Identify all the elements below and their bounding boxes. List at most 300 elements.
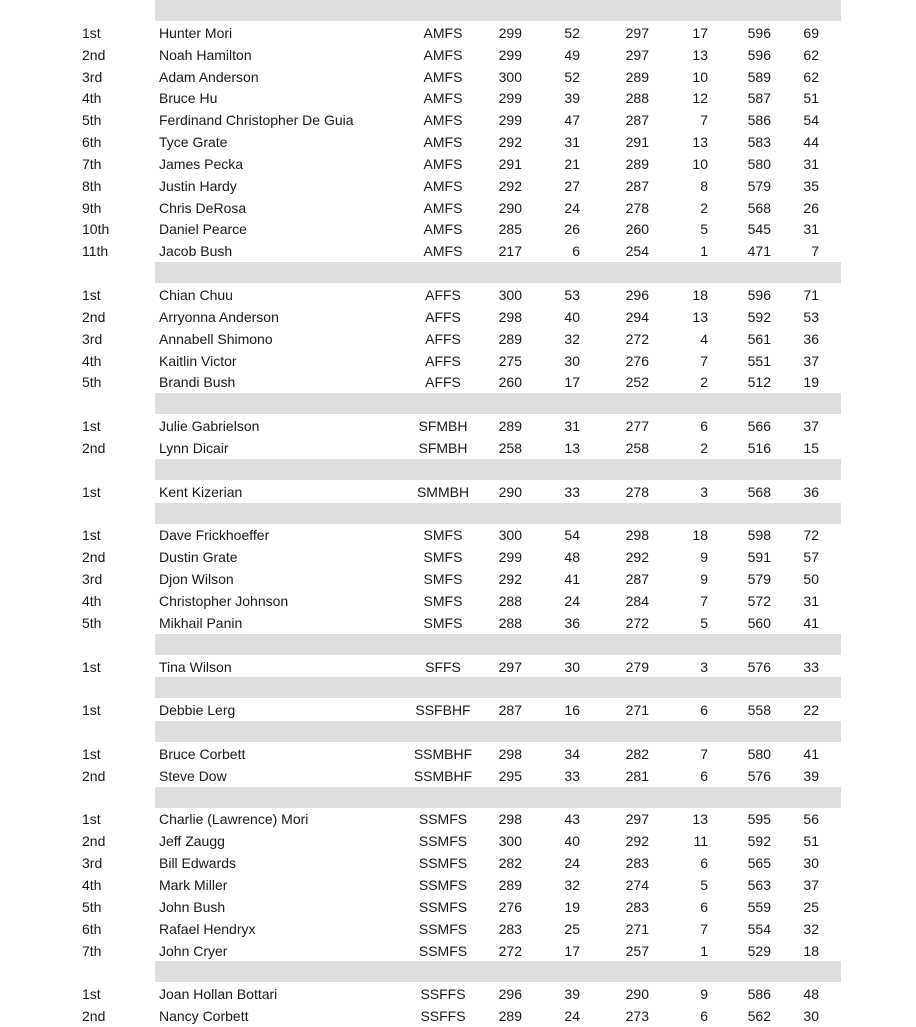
aggregate-x-count-cell: 30 xyxy=(803,855,819,871)
score-2-cell: 288 xyxy=(625,90,649,106)
x-count-1-cell: 6 xyxy=(572,243,580,259)
score-1-cell: 258 xyxy=(498,440,522,456)
x-count-1-cell: 48 xyxy=(564,549,580,565)
score-2-cell: 282 xyxy=(625,746,649,762)
placing-cell: 1st xyxy=(82,986,101,1002)
x-count-2-cell: 7 xyxy=(700,746,708,762)
placing-cell: 2nd xyxy=(82,1008,106,1024)
x-count-1-cell: 40 xyxy=(564,309,580,325)
group-separator xyxy=(155,459,841,480)
score-2-cell: 290 xyxy=(625,986,649,1002)
table-row xyxy=(0,240,916,262)
x-count-1-cell: 39 xyxy=(564,986,580,1002)
x-count-2-cell: 10 xyxy=(692,156,708,172)
x-count-1-cell: 53 xyxy=(564,287,580,303)
aggregate-x-count-cell: 26 xyxy=(803,200,819,216)
table-row xyxy=(0,153,916,175)
placing-cell: 1st xyxy=(82,25,101,41)
placing-cell: 4th xyxy=(82,353,102,369)
aggregate-score-cell: 576 xyxy=(747,768,771,784)
x-count-1-cell: 32 xyxy=(564,877,580,893)
score-1-cell: 298 xyxy=(498,746,522,762)
score-2-cell: 272 xyxy=(625,615,649,631)
table-row xyxy=(0,197,916,219)
aggregate-x-count-cell: 54 xyxy=(803,112,819,128)
score-1-cell: 290 xyxy=(498,484,522,500)
aggregate-score-cell: 554 xyxy=(747,921,771,937)
class-cell: AMFS xyxy=(423,25,463,41)
placing-cell: 4th xyxy=(82,90,102,106)
x-count-1-cell: 21 xyxy=(564,156,580,172)
aggregate-score-cell: 583 xyxy=(747,134,771,150)
aggregate-score-cell: 591 xyxy=(747,549,771,565)
score-2-cell: 289 xyxy=(625,69,649,85)
class-cell: AMFS xyxy=(423,47,463,63)
score-1-cell: 290 xyxy=(498,200,522,216)
score-2-cell: 273 xyxy=(625,1008,649,1024)
x-count-2-cell: 5 xyxy=(700,615,708,631)
class-cell: AFFS xyxy=(425,309,461,325)
shooter-name-cell: Steve Dow xyxy=(159,768,227,784)
shooter-name-cell: Hunter Mori xyxy=(159,25,233,41)
class-cell: SFMBH xyxy=(418,440,468,456)
score-1-cell: 287 xyxy=(498,702,522,718)
shooter-name-cell: Rafael Hendryx xyxy=(159,921,256,937)
placing-cell: 8th xyxy=(82,178,102,194)
shooter-name-cell: Lynn Dicair xyxy=(159,440,229,456)
shooter-name-cell: John Cryer xyxy=(159,943,228,959)
class-cell: AMFS xyxy=(423,243,463,259)
table-row xyxy=(0,546,916,568)
table-row xyxy=(0,218,916,240)
aggregate-score-cell: 512 xyxy=(747,374,771,390)
aggregate-x-count-cell: 41 xyxy=(803,746,819,762)
x-count-1-cell: 47 xyxy=(564,112,580,128)
x-count-1-cell: 41 xyxy=(564,571,580,587)
x-count-2-cell: 2 xyxy=(700,200,708,216)
x-count-2-cell: 13 xyxy=(692,47,708,63)
x-count-2-cell: 18 xyxy=(692,287,708,303)
shooter-name-cell: Bruce Hu xyxy=(159,90,218,106)
score-2-cell: 277 xyxy=(625,418,649,434)
placing-cell: 3rd xyxy=(82,571,103,587)
score-2-cell: 283 xyxy=(625,899,649,915)
placing-cell: 5th xyxy=(82,615,102,631)
shooter-name-cell: Dave Frickhoeffer xyxy=(159,527,270,543)
score-1-cell: 299 xyxy=(498,47,522,63)
aggregate-x-count-cell: 31 xyxy=(803,156,819,172)
score-1-cell: 292 xyxy=(498,571,522,587)
class-cell: AMFS xyxy=(423,221,463,237)
aggregate-score-cell: 586 xyxy=(747,986,771,1002)
aggregate-score-cell: 568 xyxy=(747,200,771,216)
x-count-1-cell: 13 xyxy=(564,440,580,456)
table-row xyxy=(0,568,916,590)
table-row xyxy=(0,940,916,962)
placing-cell: 2nd xyxy=(82,768,106,784)
aggregate-score-cell: 592 xyxy=(747,833,771,849)
shooter-name-cell: Bill Edwards xyxy=(159,855,237,871)
x-count-2-cell: 8 xyxy=(700,178,708,194)
x-count-2-cell: 5 xyxy=(700,877,708,893)
class-cell: AMFS xyxy=(423,90,463,106)
score-1-cell: 291 xyxy=(498,156,522,172)
class-cell: SSFBHF xyxy=(415,702,471,718)
shooter-name-cell: Annabell Shimono xyxy=(159,331,273,347)
aggregate-score-cell: 559 xyxy=(747,899,771,915)
score-1-cell: 292 xyxy=(498,134,522,150)
aggregate-score-cell: 529 xyxy=(747,943,771,959)
score-1-cell: 298 xyxy=(498,811,522,827)
class-cell: AMFS xyxy=(423,156,463,172)
table-row xyxy=(0,437,916,459)
aggregate-score-cell: 572 xyxy=(747,593,771,609)
shooter-name-cell: Jeff Zaugg xyxy=(159,833,225,849)
table-row xyxy=(0,918,916,940)
x-count-2-cell: 2 xyxy=(700,440,708,456)
score-1-cell: 295 xyxy=(498,768,522,784)
class-cell: SFMBH xyxy=(418,418,468,434)
aggregate-x-count-cell: 32 xyxy=(803,921,819,937)
shooter-name-cell: Noah Hamilton xyxy=(159,47,252,63)
table-row xyxy=(0,874,916,896)
score-1-cell: 298 xyxy=(498,309,522,325)
x-count-2-cell: 7 xyxy=(700,112,708,128)
table-row xyxy=(0,328,916,350)
aggregate-score-cell: 568 xyxy=(747,484,771,500)
aggregate-x-count-cell: 30 xyxy=(803,1008,819,1024)
score-1-cell: 299 xyxy=(498,25,522,41)
x-count-1-cell: 40 xyxy=(564,833,580,849)
shooter-name-cell: Tyce Grate xyxy=(159,134,228,150)
score-2-cell: 281 xyxy=(625,768,649,784)
table-row xyxy=(0,743,916,765)
placing-cell: 7th xyxy=(82,156,102,172)
aggregate-x-count-cell: 33 xyxy=(803,659,819,675)
shooter-name-cell: Julie Gabrielson xyxy=(159,418,260,434)
class-cell: SMFS xyxy=(423,549,463,565)
aggregate-score-cell: 596 xyxy=(747,25,771,41)
class-cell: SFFS xyxy=(425,659,461,675)
x-count-2-cell: 9 xyxy=(700,571,708,587)
table-row xyxy=(0,175,916,197)
class-cell: SSMFS xyxy=(418,899,468,915)
aggregate-score-cell: 576 xyxy=(747,659,771,675)
score-2-cell: 283 xyxy=(625,855,649,871)
aggregate-score-cell: 566 xyxy=(747,418,771,434)
placing-cell: 1st xyxy=(82,702,101,718)
x-count-1-cell: 52 xyxy=(564,25,580,41)
x-count-2-cell: 7 xyxy=(700,593,708,609)
score-2-cell: 272 xyxy=(625,331,649,347)
class-cell: AMFS xyxy=(423,69,463,85)
table-row xyxy=(0,44,916,66)
shooter-name-cell: Nancy Corbett xyxy=(159,1008,249,1024)
table-row xyxy=(0,66,916,88)
class-cell: AFFS xyxy=(425,374,461,390)
aggregate-score-cell: 595 xyxy=(747,811,771,827)
score-1-cell: 299 xyxy=(498,90,522,106)
aggregate-x-count-cell: 31 xyxy=(803,221,819,237)
placing-cell: 1st xyxy=(82,811,101,827)
score-1-cell: 217 xyxy=(498,243,522,259)
aggregate-x-count-cell: 31 xyxy=(803,593,819,609)
shooter-name-cell: Djon Wilson xyxy=(159,571,234,587)
x-count-1-cell: 33 xyxy=(564,484,580,500)
class-cell: SSMFS xyxy=(418,921,468,937)
x-count-2-cell: 17 xyxy=(692,25,708,41)
x-count-2-cell: 3 xyxy=(700,659,708,675)
aggregate-score-cell: 586 xyxy=(747,112,771,128)
aggregate-x-count-cell: 39 xyxy=(803,768,819,784)
placing-cell: 2nd xyxy=(82,309,106,325)
aggregate-score-cell: 563 xyxy=(747,877,771,893)
class-cell: SSMBHF xyxy=(413,768,473,784)
class-cell: SSMFS xyxy=(418,855,468,871)
x-count-1-cell: 36 xyxy=(564,615,580,631)
score-2-cell: 297 xyxy=(625,811,649,827)
x-count-2-cell: 6 xyxy=(700,1008,708,1024)
table-row xyxy=(0,699,916,721)
placing-cell: 6th xyxy=(82,921,102,937)
class-cell: SMFS xyxy=(423,527,463,543)
aggregate-x-count-cell: 57 xyxy=(803,549,819,565)
score-1-cell: 276 xyxy=(498,899,522,915)
group-separator xyxy=(155,262,841,283)
score-2-cell: 297 xyxy=(625,47,649,63)
aggregate-x-count-cell: 37 xyxy=(803,353,819,369)
group-separator xyxy=(155,721,841,742)
score-2-cell: 254 xyxy=(625,243,649,259)
aggregate-x-count-cell: 35 xyxy=(803,178,819,194)
score-2-cell: 292 xyxy=(625,833,649,849)
x-count-1-cell: 24 xyxy=(564,200,580,216)
placing-cell: 5th xyxy=(82,374,102,390)
aggregate-score-cell: 579 xyxy=(747,571,771,587)
score-2-cell: 278 xyxy=(625,200,649,216)
score-2-cell: 298 xyxy=(625,527,649,543)
x-count-1-cell: 31 xyxy=(564,134,580,150)
aggregate-score-cell: 562 xyxy=(747,1008,771,1024)
class-cell: SSFFS xyxy=(420,1008,466,1024)
score-2-cell: 287 xyxy=(625,571,649,587)
group-separator xyxy=(155,677,841,698)
aggregate-score-cell: 545 xyxy=(747,221,771,237)
shooter-name-cell: Mikhail Panin xyxy=(159,615,243,631)
aggregate-score-cell: 587 xyxy=(747,90,771,106)
x-count-1-cell: 30 xyxy=(564,659,580,675)
x-count-2-cell: 6 xyxy=(700,855,708,871)
shooter-name-cell: Justin Hardy xyxy=(159,178,237,194)
score-2-cell: 252 xyxy=(625,374,649,390)
aggregate-score-cell: 596 xyxy=(747,287,771,303)
x-count-2-cell: 6 xyxy=(700,899,708,915)
table-row xyxy=(0,524,916,546)
placing-cell: 3rd xyxy=(82,855,103,871)
x-count-1-cell: 24 xyxy=(564,1008,580,1024)
aggregate-score-cell: 558 xyxy=(747,702,771,718)
table-row xyxy=(0,830,916,852)
table-row xyxy=(0,350,916,372)
placing-cell: 10th xyxy=(82,221,110,237)
score-2-cell: 294 xyxy=(625,309,649,325)
score-1-cell: 289 xyxy=(498,877,522,893)
aggregate-score-cell: 580 xyxy=(747,746,771,762)
x-count-1-cell: 54 xyxy=(564,527,580,543)
table-row xyxy=(0,896,916,918)
score-2-cell: 287 xyxy=(625,112,649,128)
x-count-1-cell: 17 xyxy=(564,374,580,390)
placing-cell: 11th xyxy=(82,243,109,259)
placing-cell: 7th xyxy=(82,943,102,959)
table-row xyxy=(0,131,916,153)
aggregate-x-count-cell: 62 xyxy=(803,47,819,63)
x-count-1-cell: 43 xyxy=(564,811,580,827)
table-row xyxy=(0,656,916,678)
class-cell: SMMBH xyxy=(416,484,470,500)
x-count-2-cell: 3 xyxy=(700,484,708,500)
class-cell: SMFS xyxy=(423,615,463,631)
shooter-name-cell: Dustin Grate xyxy=(159,549,238,565)
x-count-2-cell: 6 xyxy=(700,418,708,434)
class-cell: AFFS xyxy=(425,331,461,347)
score-1-cell: 283 xyxy=(498,921,522,937)
table-row xyxy=(0,481,916,503)
aggregate-x-count-cell: 53 xyxy=(803,309,819,325)
x-count-2-cell: 2 xyxy=(700,374,708,390)
shooter-name-cell: John Bush xyxy=(159,899,226,915)
aggregate-x-count-cell: 41 xyxy=(803,615,819,631)
score-2-cell: 296 xyxy=(625,287,649,303)
table-row xyxy=(0,371,916,393)
shooter-name-cell: Chian Chuu xyxy=(159,287,233,303)
score-1-cell: 275 xyxy=(498,353,522,369)
score-1-cell: 289 xyxy=(498,418,522,434)
x-count-1-cell: 31 xyxy=(564,418,580,434)
aggregate-score-cell: 596 xyxy=(747,47,771,63)
placing-cell: 1st xyxy=(82,659,101,675)
shooter-name-cell: Jacob Bush xyxy=(159,243,233,259)
shooter-name-cell: Debbie Lerg xyxy=(159,702,236,718)
placing-cell: 5th xyxy=(82,112,102,128)
table-row xyxy=(0,87,916,109)
table-row xyxy=(0,590,916,612)
shooter-name-cell: Kaitlin Victor xyxy=(159,353,237,369)
group-separator xyxy=(155,961,841,982)
placing-cell: 3rd xyxy=(82,69,103,85)
x-count-1-cell: 25 xyxy=(564,921,580,937)
x-count-2-cell: 11 xyxy=(693,833,708,849)
x-count-2-cell: 7 xyxy=(700,921,708,937)
table-row xyxy=(0,109,916,131)
score-1-cell: 296 xyxy=(498,986,522,1002)
x-count-1-cell: 26 xyxy=(564,221,580,237)
x-count-2-cell: 13 xyxy=(692,811,708,827)
x-count-1-cell: 39 xyxy=(564,90,580,106)
shooter-name-cell: Bruce Corbett xyxy=(159,746,246,762)
x-count-2-cell: 18 xyxy=(692,527,708,543)
x-count-2-cell: 4 xyxy=(700,331,708,347)
aggregate-x-count-cell: 18 xyxy=(803,943,819,959)
x-count-2-cell: 13 xyxy=(692,309,708,325)
aggregate-x-count-cell: 72 xyxy=(803,527,819,543)
score-1-cell: 289 xyxy=(498,331,522,347)
score-1-cell: 260 xyxy=(498,374,522,390)
group-separator xyxy=(155,787,841,808)
x-count-2-cell: 9 xyxy=(700,986,708,1002)
group-separator xyxy=(155,503,841,524)
placing-cell: 1st xyxy=(82,287,101,303)
group-separator xyxy=(155,0,841,21)
aggregate-x-count-cell: 15 xyxy=(803,440,819,456)
x-count-1-cell: 24 xyxy=(564,593,580,609)
score-2-cell: 260 xyxy=(625,221,649,237)
class-cell: SMFS xyxy=(423,593,463,609)
class-cell: AMFS xyxy=(423,134,463,150)
x-count-2-cell: 6 xyxy=(700,702,708,718)
x-count-1-cell: 16 xyxy=(564,702,580,718)
table-row xyxy=(0,612,916,634)
score-2-cell: 284 xyxy=(625,593,649,609)
score-2-cell: 258 xyxy=(625,440,649,456)
placing-cell: 3rd xyxy=(82,331,103,347)
class-cell: SMFS xyxy=(423,571,463,587)
placing-cell: 2nd xyxy=(82,47,106,63)
x-count-2-cell: 1 xyxy=(700,943,708,959)
shooter-name-cell: Adam Anderson xyxy=(159,69,259,85)
aggregate-score-cell: 598 xyxy=(747,527,771,543)
class-cell: AFFS xyxy=(425,287,461,303)
x-count-1-cell: 19 xyxy=(564,899,580,915)
aggregate-x-count-cell: 37 xyxy=(803,877,819,893)
aggregate-score-cell: 565 xyxy=(747,855,771,871)
aggregate-score-cell: 471 xyxy=(747,243,771,259)
x-count-1-cell: 52 xyxy=(564,69,580,85)
aggregate-score-cell: 560 xyxy=(747,615,771,631)
x-count-1-cell: 17 xyxy=(564,943,580,959)
placing-cell: 2nd xyxy=(82,440,106,456)
score-2-cell: 278 xyxy=(625,484,649,500)
class-cell: AMFS xyxy=(423,200,463,216)
score-2-cell: 289 xyxy=(625,156,649,172)
shooter-name-cell: Christopher Johnson xyxy=(159,593,289,609)
score-2-cell: 274 xyxy=(625,877,649,893)
aggregate-x-count-cell: 56 xyxy=(803,811,819,827)
aggregate-x-count-cell: 50 xyxy=(803,571,819,587)
score-1-cell: 288 xyxy=(498,615,522,631)
x-count-2-cell: 12 xyxy=(692,90,708,106)
table-row xyxy=(0,852,916,874)
score-1-cell: 292 xyxy=(498,178,522,194)
x-count-1-cell: 33 xyxy=(564,768,580,784)
placing-cell: 1st xyxy=(82,527,101,543)
x-count-1-cell: 30 xyxy=(564,353,580,369)
placing-cell: 4th xyxy=(82,877,102,893)
aggregate-x-count-cell: 71 xyxy=(803,287,819,303)
aggregate-score-cell: 580 xyxy=(747,156,771,172)
score-2-cell: 291 xyxy=(625,134,649,150)
shooter-name-cell: Chris DeRosa xyxy=(159,200,247,216)
placing-cell: 2nd xyxy=(82,549,106,565)
score-2-cell: 279 xyxy=(625,659,649,675)
table-row xyxy=(0,808,916,830)
table-row xyxy=(0,765,916,787)
group-separator xyxy=(155,393,841,414)
x-count-2-cell: 7 xyxy=(700,353,708,369)
aggregate-x-count-cell: 51 xyxy=(803,90,819,106)
class-cell: AFFS xyxy=(425,353,461,369)
placing-cell: 1st xyxy=(82,418,101,434)
